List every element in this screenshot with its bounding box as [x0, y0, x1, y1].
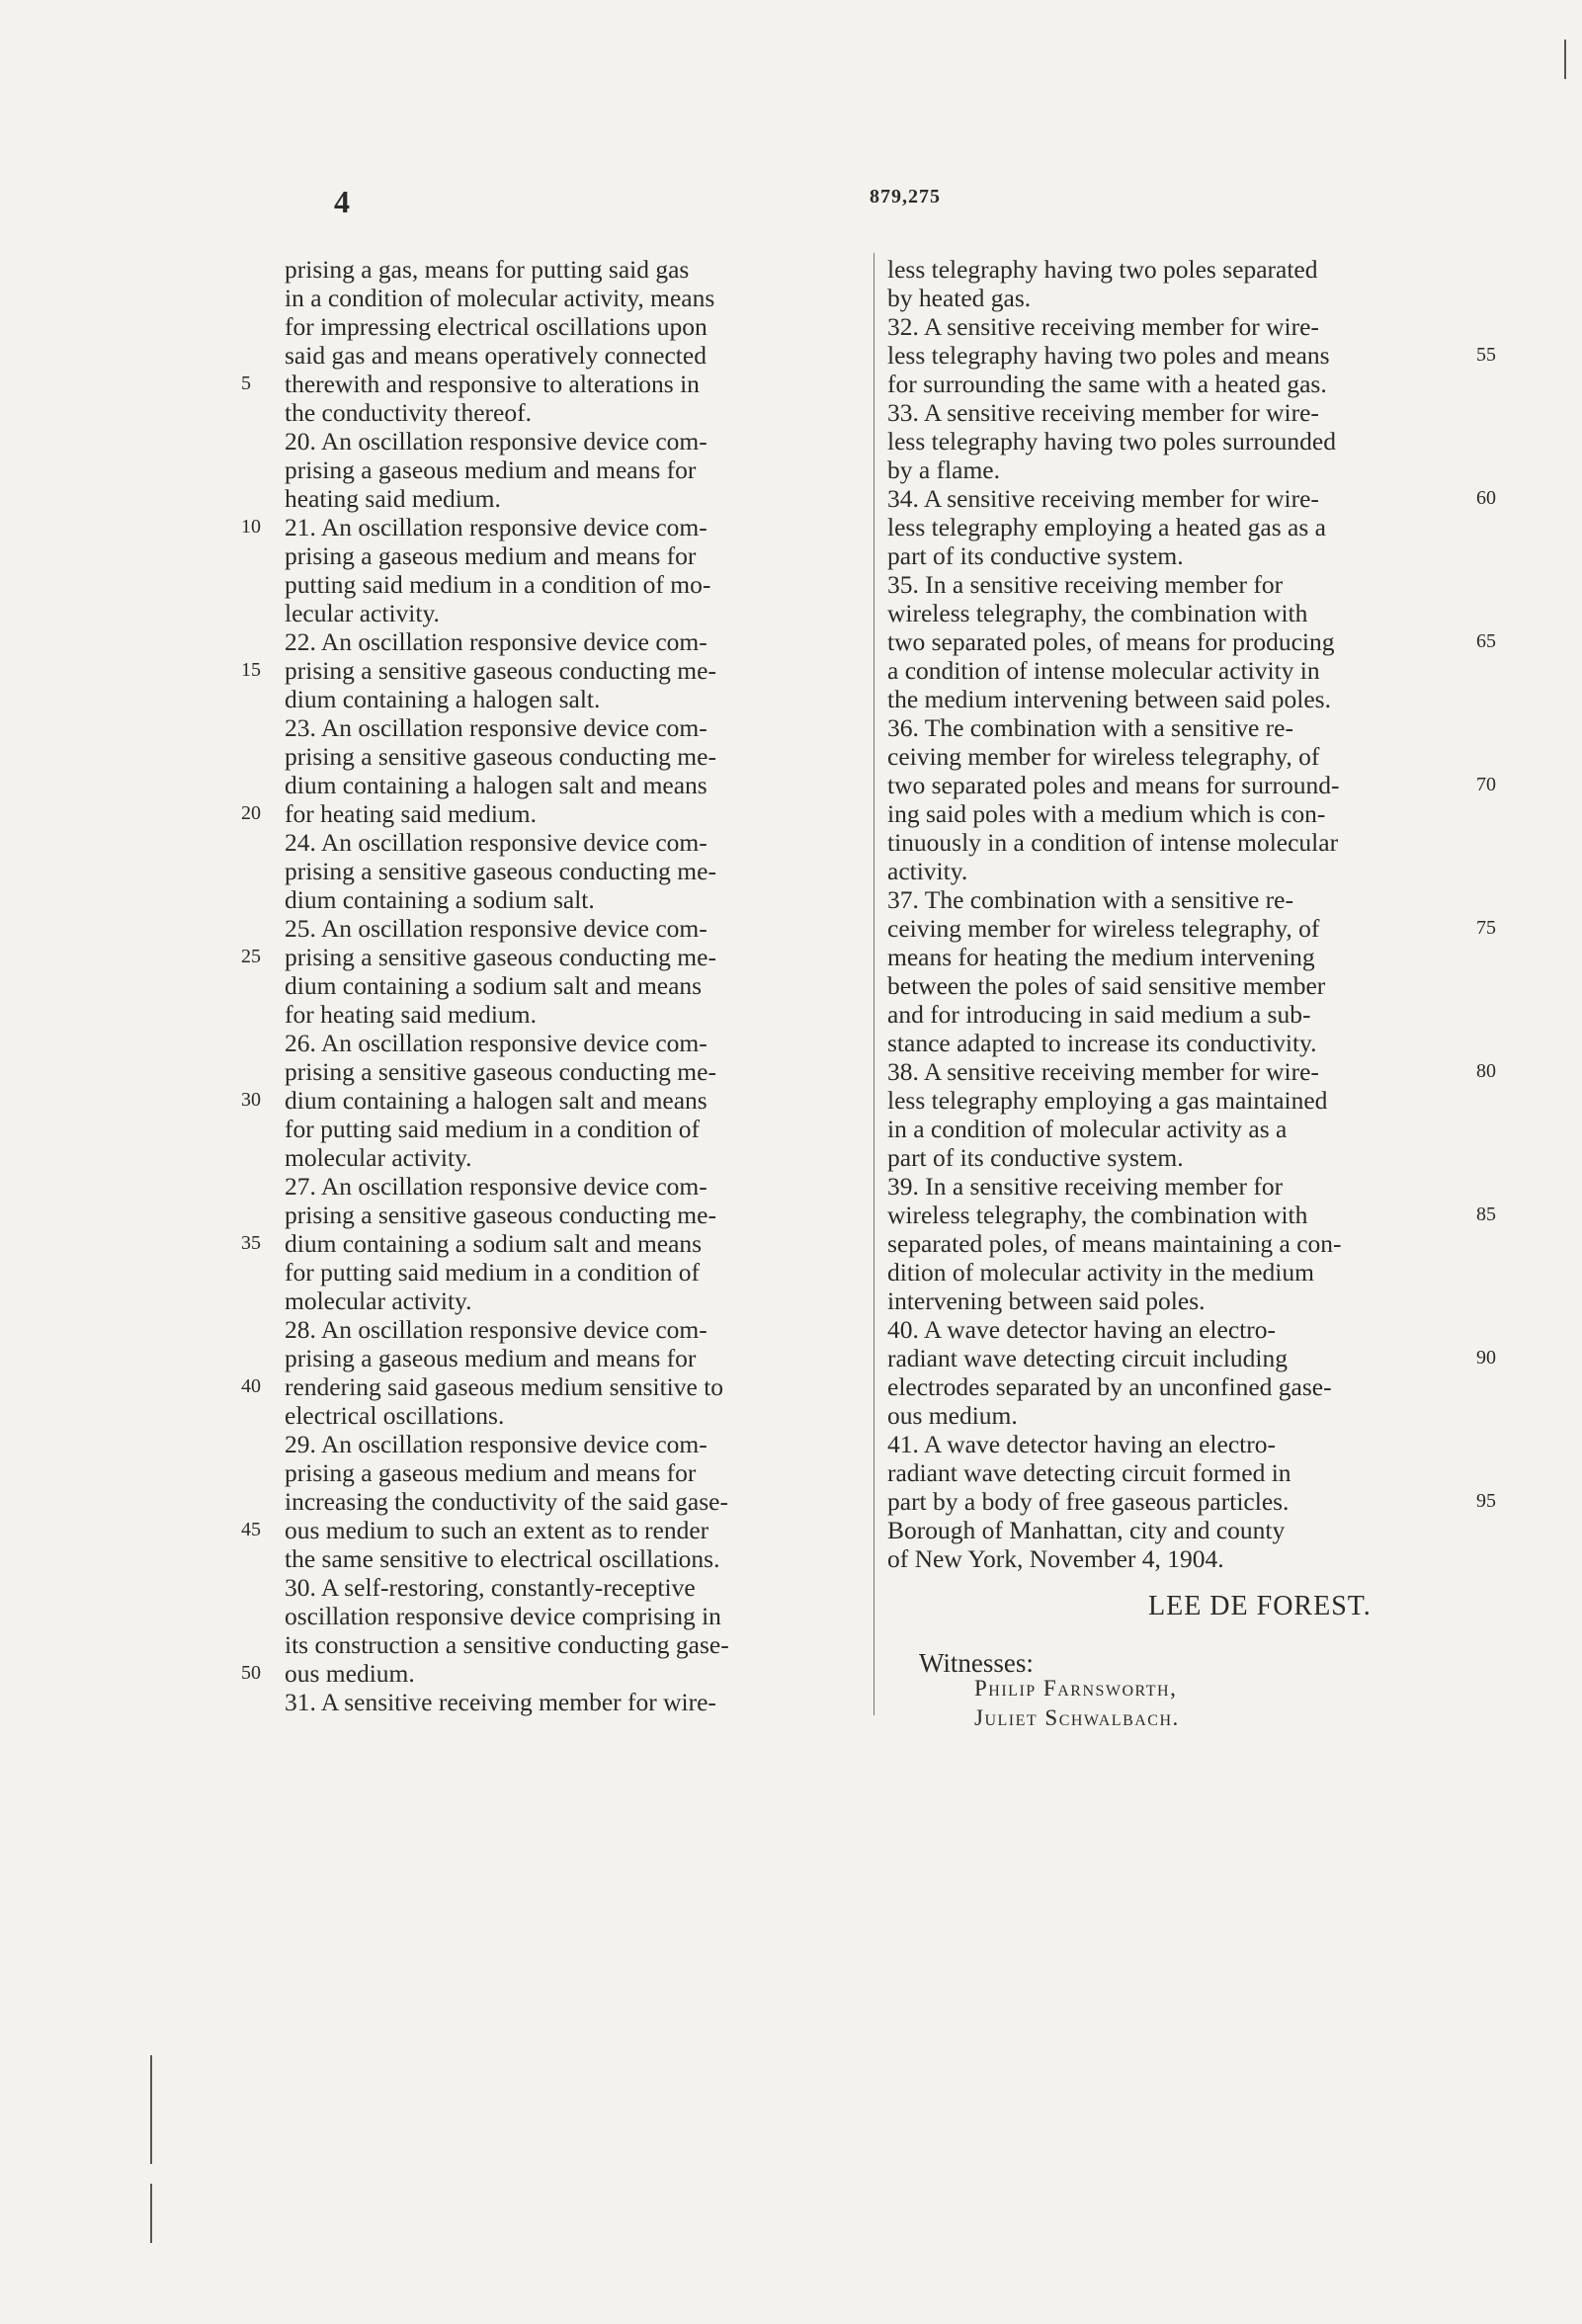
line-number: 55	[1476, 344, 1496, 366]
claim-text-line: electrodes separated by an unconfined gase-	[887, 1372, 1332, 1401]
line-number: 50	[241, 1662, 261, 1684]
line-number: 5	[241, 373, 251, 394]
claim-text-line: part of its conductive system.	[887, 541, 1184, 570]
claim-text-line: two separated poles and means for surround-	[887, 771, 1340, 799]
claim-text-line: prising a sensitive gaseous conducting me-	[285, 656, 716, 685]
claim-text-line: activity.	[887, 857, 968, 885]
line-number: 70	[1476, 774, 1496, 795]
line-number: 60	[1476, 487, 1496, 509]
claim-text-line: for heating said medium.	[285, 1000, 537, 1029]
claim-text-line: dium containing a sodium salt.	[285, 885, 595, 914]
line-number: 30	[241, 1089, 261, 1111]
claim-text-line: means for heating the medium intervening	[887, 943, 1315, 971]
claim-text-line: ous medium to such an extent as to render	[285, 1516, 709, 1544]
line-number: 90	[1476, 1347, 1496, 1369]
line-number: 10	[241, 516, 261, 538]
claim-text-line: 39. In a sensitive receiving member for	[887, 1172, 1284, 1201]
claim-text-line: by a flame.	[887, 456, 1000, 484]
claim-text-line: in a condition of molecular activity, means	[285, 284, 715, 312]
claim-text-line: for surrounding the same with a heated gas.	[887, 370, 1327, 398]
claim-text-line: separated poles, of means maintaining a con-	[887, 1229, 1342, 1258]
claim-text-line: for heating said medium.	[285, 799, 537, 828]
claim-text-line: part by a body of free gaseous particles.	[887, 1487, 1290, 1516]
claim-text-line: 25. An oscillation responsive device com-	[285, 914, 708, 943]
claim-text-line: 29. An oscillation responsive device com-	[285, 1430, 708, 1458]
claim-text-line: prising a gaseous medium and means for	[285, 1458, 697, 1487]
claim-text-line: ceiving member for wireless telegraphy, of	[887, 914, 1320, 943]
claims-column-right	[887, 255, 1462, 1573]
claim-text-line: ous medium.	[285, 1659, 415, 1688]
claim-text-line: stance adapted to increase its conductivity.	[887, 1029, 1317, 1057]
claim-text-line: by heated gas.	[887, 284, 1032, 312]
claim-text-line: in a condition of molecular activity as a	[887, 1115, 1288, 1143]
line-number: 95	[1476, 1490, 1496, 1512]
claim-text-line: prising a gaseous medium and means for	[285, 456, 697, 484]
claim-text-line: 28. An oscillation responsive device com-	[285, 1315, 708, 1344]
claim-text-line: rendering said gaseous medium sensitive to	[285, 1372, 724, 1401]
claim-text-line: 31. A sensitive receiving member for wire-	[285, 1688, 716, 1716]
claim-text-line: ous medium.	[887, 1401, 1018, 1430]
claim-text-line: the conductivity thereof.	[285, 398, 532, 427]
witness-name: Philip Farnsworth,	[974, 1676, 1178, 1701]
claim-text-line: prising a sensitive gaseous conducting me-	[285, 742, 716, 771]
claim-text-line: 37. The combination with a sensitive re-	[887, 885, 1293, 914]
claim-text-line: dium containing a sodium salt and means	[285, 1229, 703, 1258]
claim-text-line: Borough of Manhattan, city and county	[887, 1516, 1286, 1544]
claims-column-left	[285, 255, 863, 1716]
claim-text-line: molecular activity.	[285, 1143, 472, 1172]
claim-text-line: tinuously in a condition of intense molecular	[887, 828, 1339, 857]
claim-text-line: 33. A sensitive receiving member for wire-	[887, 398, 1319, 427]
claim-text-line: dition of molecular activity in the medium	[887, 1258, 1314, 1286]
claim-text-line: 22. An oscillation responsive device com-	[285, 627, 708, 656]
claim-text-line: its construction a sensitive conducting gase-	[285, 1630, 729, 1659]
claim-text-line: a condition of intense molecular activity in	[887, 656, 1320, 685]
claim-text-line: less telegraphy employing a heated gas as a	[887, 513, 1326, 541]
scan-artifact	[150, 2055, 152, 2164]
scan-artifact	[1564, 40, 1566, 79]
page-number: 4	[334, 184, 348, 219]
claim-text-line: therewith and responsive to alterations in	[285, 370, 700, 398]
claim-text-line: for impressing electrical oscillations upon	[285, 312, 708, 341]
claim-text-line: 24. An oscillation responsive device com-	[285, 828, 708, 857]
claim-text-line: the medium intervening between said poles.	[887, 685, 1331, 713]
claim-text-line: 20. An oscillation responsive device com-	[285, 427, 708, 456]
claim-text-line: dium containing a halogen salt.	[285, 685, 601, 713]
claim-text-line: oscillation responsive device comprising in	[285, 1602, 721, 1630]
claim-text-line: 40. A wave detector having an electro-	[887, 1315, 1276, 1344]
claim-text-line: ceiving member for wireless telegraphy, of	[887, 742, 1320, 771]
witness-name: Juliet Schwalbach.	[974, 1705, 1180, 1730]
line-number: 15	[241, 659, 261, 681]
claim-text-line: two separated poles, of means for producing	[887, 627, 1335, 656]
claim-text-line: lecular activity.	[285, 599, 440, 627]
claim-text-line: between the poles of said sensitive member	[887, 971, 1326, 1000]
claim-text-line: ing said poles with a medium which is con-	[887, 799, 1326, 828]
line-number: 40	[241, 1375, 261, 1397]
claim-text-line: 23. An oscillation responsive device com-	[285, 713, 708, 742]
claim-text-line: prising a sensitive gaseous conducting me-	[285, 1057, 716, 1086]
claim-text-line: part of its conductive system.	[887, 1143, 1184, 1172]
claim-text-line: less telegraphy employing a gas maintained	[887, 1086, 1328, 1115]
claim-text-line: 36. The combination with a sensitive re-	[887, 713, 1293, 742]
claim-text-line: 32. A sensitive receiving member for wire-	[887, 312, 1319, 341]
claim-text-line: 21. An oscillation responsive device com-	[285, 513, 708, 541]
inventor-signature: LEE DE FOREST.	[1148, 1591, 1372, 1621]
witnesses-label: Witnesses:	[919, 1648, 1034, 1678]
claim-text-line: electrical oscillations.	[285, 1401, 505, 1430]
claim-text-line: and for introducing in said medium a sub-	[887, 1000, 1311, 1029]
claim-text-line: less telegraphy having two poles surrounded	[887, 427, 1336, 456]
claim-text-line: 41. A wave detector having an electro-	[887, 1430, 1276, 1458]
claim-text-line: said gas and means operatively connected	[285, 341, 707, 370]
line-number: 85	[1476, 1204, 1496, 1225]
claim-text-line: radiant wave detecting circuit including	[887, 1344, 1289, 1372]
claim-text-line: increasing the conductivity of the said gase-	[285, 1487, 728, 1516]
claim-text-line: prising a gaseous medium and means for	[285, 1344, 697, 1372]
claim-text-line: 30. A self-restoring, constantly-receptive	[285, 1573, 696, 1602]
claim-text-line: radiant wave detecting circuit formed in	[887, 1458, 1291, 1487]
claim-text-line: 38. A sensitive receiving member for wire-	[887, 1057, 1319, 1086]
claim-text-line: 27. An oscillation responsive device com-	[285, 1172, 708, 1201]
scan-artifact	[150, 2184, 152, 2243]
claim-text-line: putting said medium in a condition of mo-	[285, 570, 711, 599]
line-number: 65	[1476, 630, 1496, 652]
claim-text-line: less telegraphy having two poles separated	[887, 255, 1318, 284]
claim-text-line: the same sensitive to electrical oscillations.	[285, 1544, 720, 1573]
claim-text-line: dium containing a halogen salt and means	[285, 1086, 708, 1115]
claim-text-line: dium containing a halogen salt and means	[285, 771, 708, 799]
claim-text-line: 35. In a sensitive receiving member for	[887, 570, 1284, 599]
claim-text-line: prising a gaseous medium and means for	[285, 541, 697, 570]
claim-text-line: prising a sensitive gaseous conducting me-	[285, 857, 716, 885]
claim-text-line: prising a sensitive gaseous conducting me-	[285, 943, 716, 971]
line-number: 75	[1476, 917, 1496, 939]
claim-text-line: 26. An oscillation responsive device com-	[285, 1029, 708, 1057]
claim-text-line: for putting said medium in a condition of	[285, 1258, 700, 1286]
claim-text-line: of New York, November 4, 1904.	[887, 1544, 1224, 1573]
claim-text-line: prising a gas, means for putting said gas	[285, 255, 690, 284]
claim-text-line: 34. A sensitive receiving member for wire-	[887, 484, 1319, 513]
claim-text-line: intervening between said poles.	[887, 1286, 1206, 1315]
claim-text-line: prising a sensitive gaseous conducting me-	[285, 1201, 716, 1229]
claim-text-line: wireless telegraphy, the combination with	[887, 1201, 1308, 1229]
line-number: 45	[241, 1519, 261, 1540]
line-number: 25	[241, 946, 261, 967]
claim-text-line: heating said medium.	[285, 484, 501, 513]
line-number: 35	[241, 1232, 261, 1254]
claim-text-line: less telegraphy having two poles and means	[887, 341, 1330, 370]
patent-number: 879,275	[870, 186, 941, 208]
claim-text-line: dium containing a sodium salt and means	[285, 971, 703, 1000]
claim-text-line: for putting said medium in a condition of	[285, 1115, 700, 1143]
claim-text-line: wireless telegraphy, the combination with	[887, 599, 1308, 627]
line-number: 80	[1476, 1060, 1496, 1082]
line-number: 20	[241, 802, 261, 824]
claim-text-line: molecular activity.	[285, 1286, 472, 1315]
